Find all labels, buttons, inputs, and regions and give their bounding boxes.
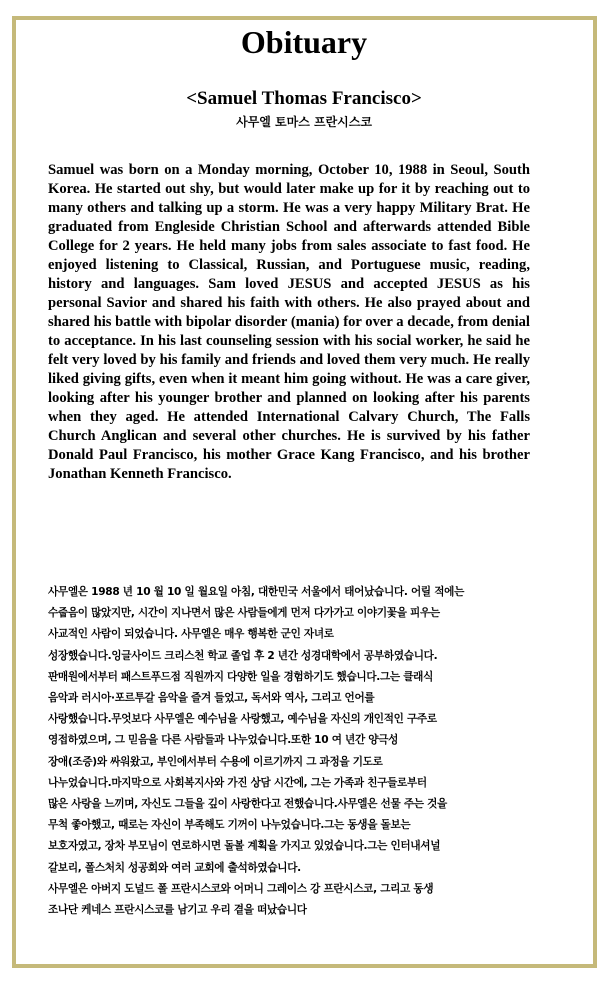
page-title: Obituary — [240, 24, 368, 60]
biography-korean-line: 사무엘은 아버지 도널드 폴 프란시스코와 어머니 그레이스 강 프란시스코, 그리고 동생 — [48, 882, 434, 895]
biography-korean-line: 판매원에서부터 패스트푸드점 직원까지 다양한 일을 경험하기도 했습니다.그는 클래식 — [48, 670, 434, 683]
biography-korean-line: 사교적인 사람이 되었습니다. 사무엘은 매우 행복한 군인 자녀로 — [48, 628, 334, 641]
biography-korean-line: 음악과 러시아·포르투갈 음악을 즐겨 들었고, 독서와 역사, 그리고 언어를 — [48, 692, 375, 705]
biography-korean-line: 사랑했습니다.무엇보다 사무엘은 예수님을 사랑했고, 예수님을 자신의 개인적인 구주로 — [48, 713, 437, 726]
biography-korean-line: 성장했습니다.잉글사이드 크리스천 학교 졸업 후 2 년간 성경대학에서 공부하였습니다. — [48, 649, 438, 662]
biography-korean-line: 무척 좋아했고, 때로는 자신이 부족해도 기꺼이 나누었습니다.그는 동생을 돌보는 — [48, 819, 411, 832]
biography-korean-line: 갈보리, 폴스처치 성공회와 여러 교회에 출석하였습니다. — [48, 861, 301, 874]
biography-korean-line: 나누었습니다.마지막으로 사회복지사와 가진 상담 시간에, 그는 가족과 친구들로부터 — [48, 776, 427, 789]
biography-korean-line: 수줍음이 많았지만, 시간이 지나면서 많은 사람들에게 먼저 다가가고 이야기꽃을 피우는 — [48, 607, 440, 620]
biography-korean-line: 조나단 케네스 프란시스코를 남기고 우리 곁을 떠났습니다 — [48, 904, 307, 917]
biography-korean — [48, 582, 533, 921]
biography-korean-line: 보호자였고, 장차 부모님이 연로하시면 돌볼 계획을 가지고 있었습니다.그는 인터내셔널 — [48, 840, 441, 853]
biography-korean-line: 영접하였으며, 그 믿음을 다른 사람들과 나누었습니다.또한 10 여 년간 양극성 — [48, 734, 399, 747]
biography-korean-line: 사무엘은 1988 년 10 월 10 일 월요일 아침, 대한민국 서울에서 태어났습니다. 어릴 적에는 — [48, 586, 465, 598]
deceased-name-korean: 사무엘 토마스 프란시스코 — [236, 115, 372, 129]
deceased-name-english: <Samuel Thomas Francisco> — [186, 88, 422, 109]
biography-korean-line: 많은 사랑을 느끼며, 자신도 그들을 깊이 사랑한다고 전했습니다.사무엘은 선물 주는 것을 — [48, 798, 447, 811]
biography-korean-line: 장애(조증)와 싸워왔고, 부인에서부터 수용에 이르기까지 그 과정을 기도로 — [48, 755, 383, 768]
biography-english: Samuel was born on a Monday morning, October 10, 1988 in Seoul, South Korea. He started out shy, but would later make up for it by reaching out to many others and talking up a storm. He was a very happy Military Brat. He graduated from Engleside Christian School and afterwards attended Bible College for 2 years. He held many jobs from sales associate to fast food. He enjoyed listening to Classical, Russian, and Portuguese music, reading, history and languages. Sam loved JESUS and accepted JESUS as his personal Savior and shared his faith with others. He also prayed about and shared his battle with bipolar disorder (mania) for over a decade, from denial to acceptance. In his last counseling session with his social worker, he said he felt very loved by his family and friends and loved them very much. He really liked giving gifts, even when it meant him going without. He was a care giver, looking after his younger brother and planned on looking after his parents when they aged. He attended International Calvary Church, The Falls Church Anglican and several other churches. He is survived by his father Donald Paul Francisco, his mother Grace Kang Francisco, and his brother Jonathan Kenneth Francisco. — [48, 162, 530, 482]
